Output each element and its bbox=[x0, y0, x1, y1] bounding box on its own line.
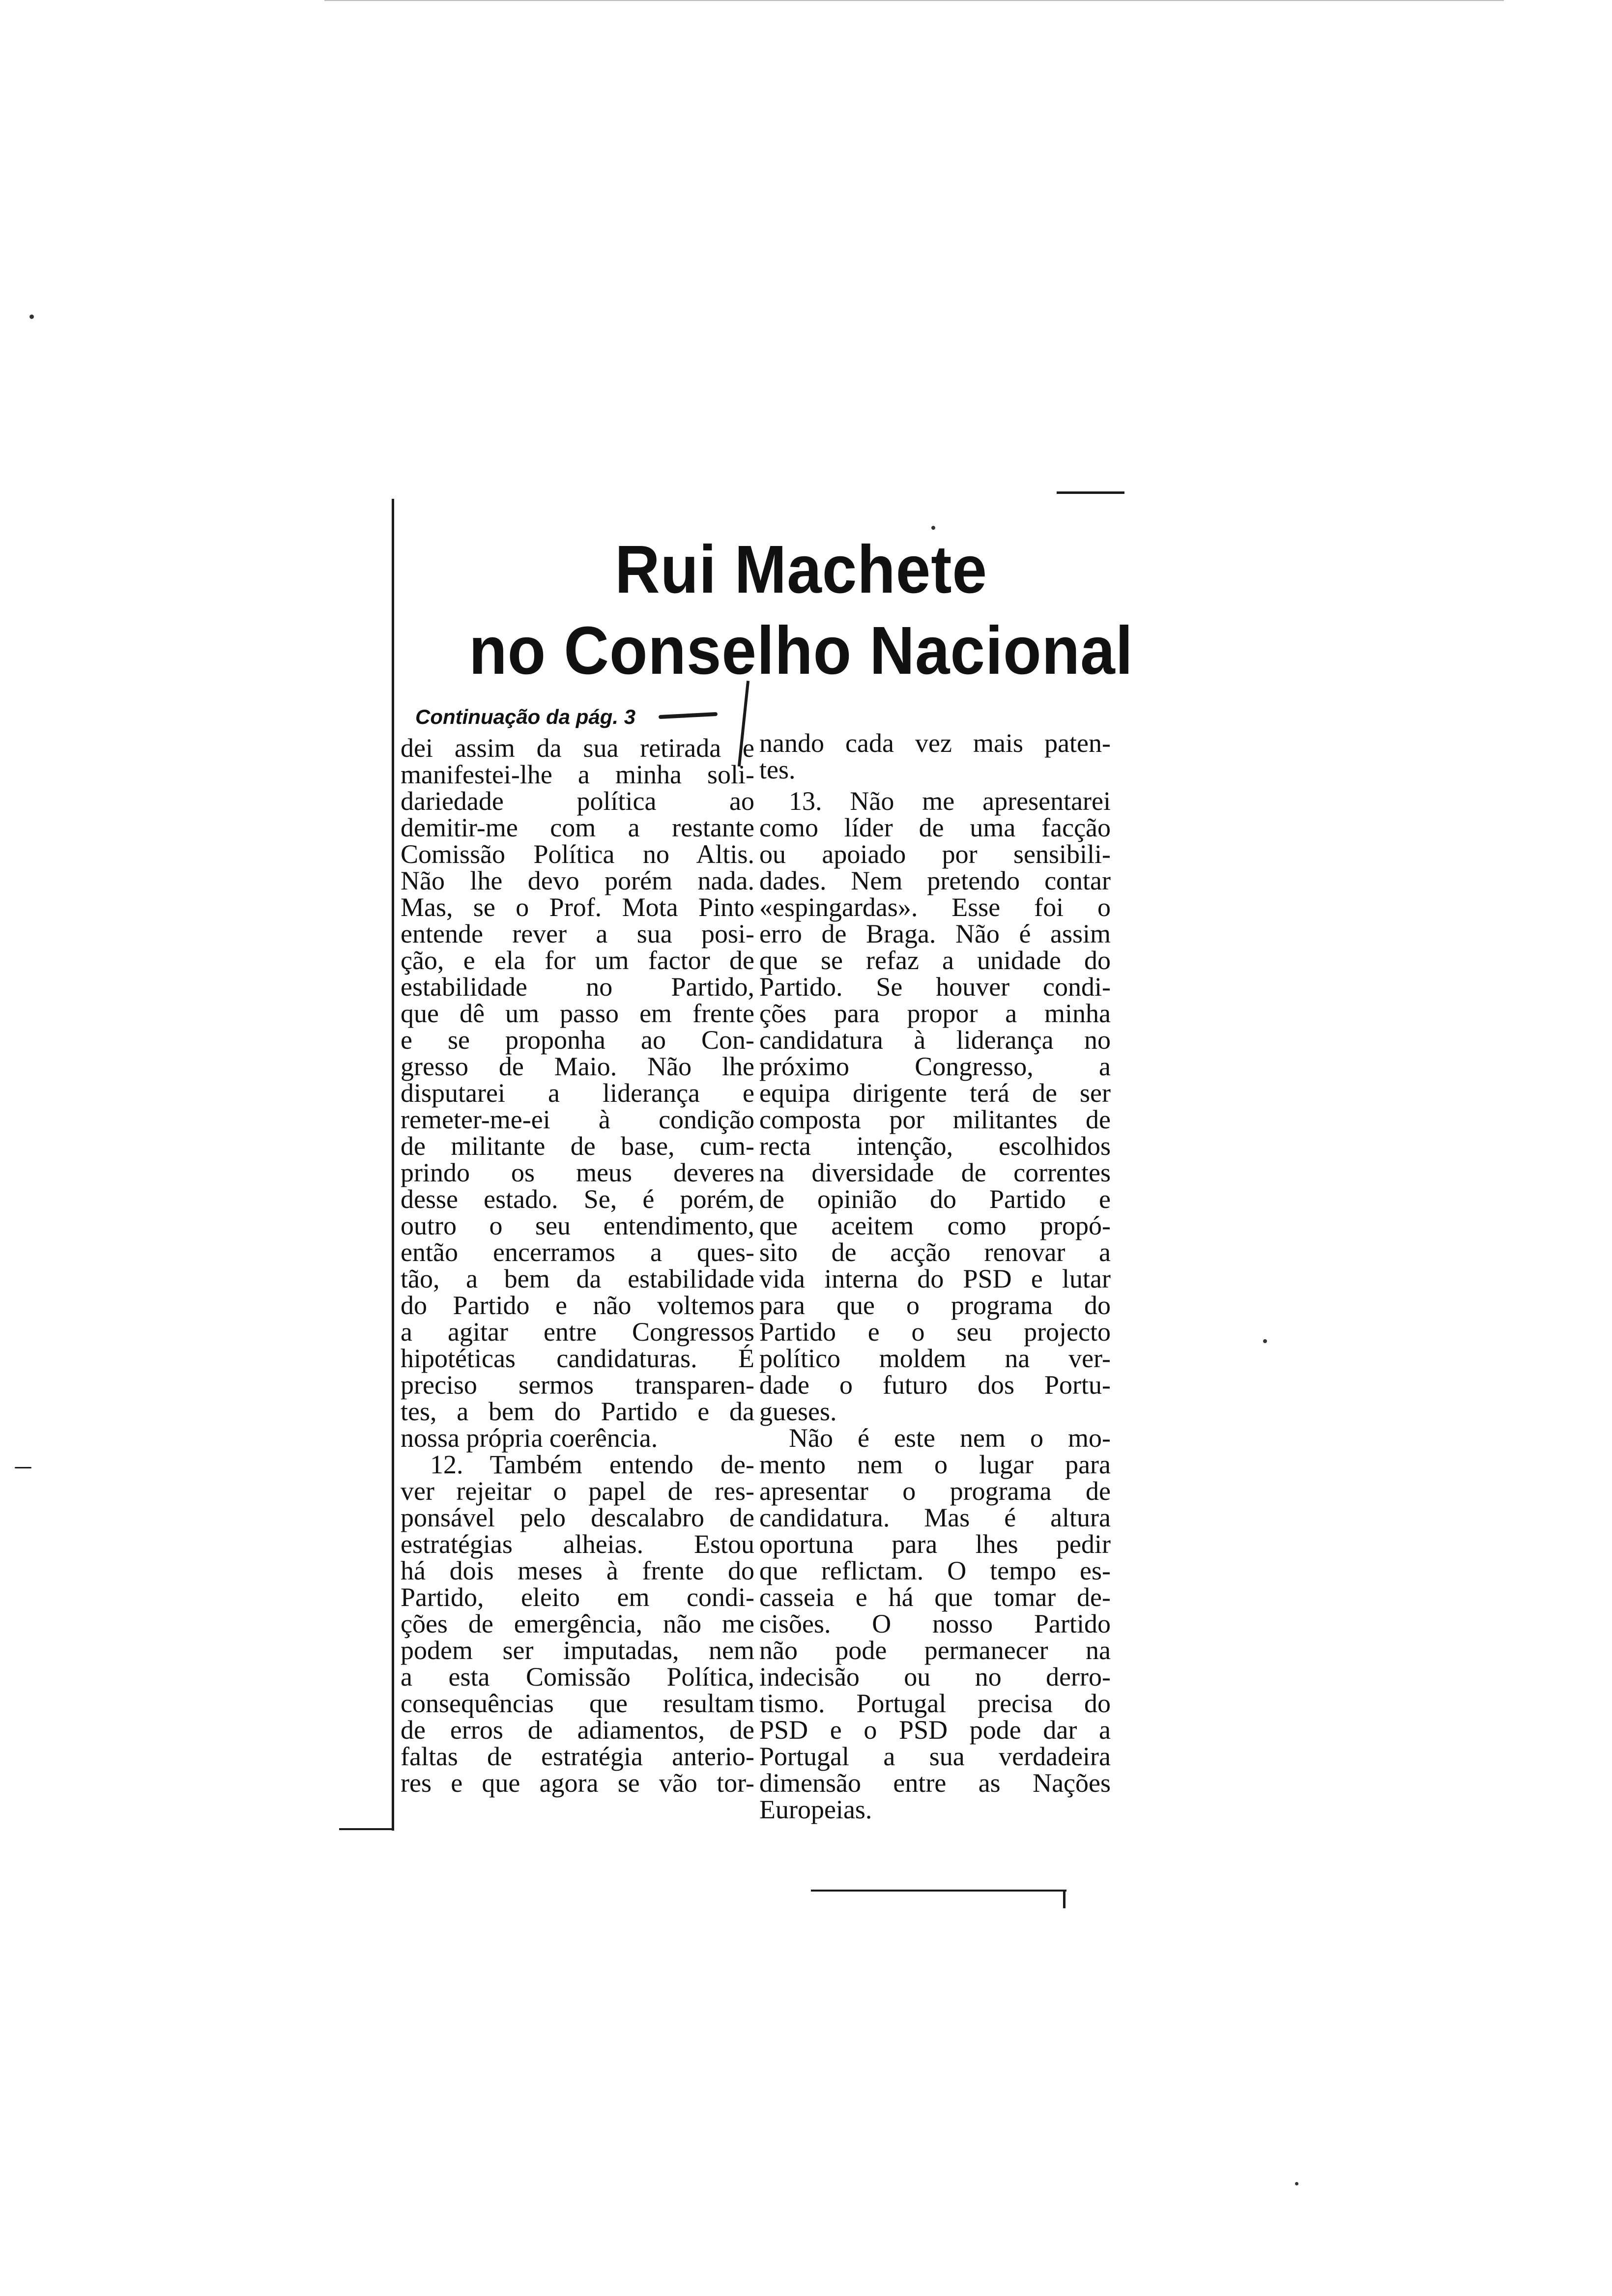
text-line: estratégias alheias. Estou bbox=[401, 1529, 754, 1559]
text-line: como líder de uma facção bbox=[759, 813, 1111, 842]
text-line: candidatura à liderança no bbox=[759, 1025, 1111, 1055]
text-line: oportuna para lhes pedir bbox=[759, 1529, 1111, 1559]
text-line: de opinião do Partido e bbox=[759, 1184, 1111, 1214]
text-line: a agitar entre Congressos bbox=[401, 1317, 754, 1347]
text-line: dade o futuro dos Portu- bbox=[759, 1370, 1111, 1400]
text-line: remeter-me-ei à condição bbox=[401, 1105, 754, 1134]
text-line: manifestei-lhe a minha soli- bbox=[401, 760, 754, 789]
text-line: que aceitem como propó- bbox=[759, 1211, 1111, 1240]
text-line: Comissão Política no Altis. bbox=[401, 839, 754, 869]
continued-from-label: Continuação da pág. 3 bbox=[415, 705, 636, 728]
text-line: cisões. O nosso Partido bbox=[759, 1609, 1111, 1638]
text-line: Europeias. bbox=[759, 1795, 872, 1824]
text-line: «espingardas». Esse foi o bbox=[759, 892, 1111, 922]
text-line: há dois meses à frente do bbox=[401, 1556, 754, 1585]
article-column-right bbox=[759, 730, 1111, 1823]
text-line: tismo. Portugal precisa do bbox=[759, 1689, 1111, 1718]
top-scan-edge-mark bbox=[324, 0, 1504, 1]
text-line: equipa dirigente terá de ser bbox=[759, 1078, 1111, 1108]
text-line: na diversidade de correntes bbox=[759, 1158, 1111, 1187]
text-line: estabilidade no Partido, bbox=[401, 972, 754, 1002]
article-column-left bbox=[401, 735, 754, 1796]
text-line: Partido, eleito em condi- bbox=[401, 1582, 754, 1612]
text-line: Portugal a sua verdadeira bbox=[759, 1742, 1111, 1771]
text-line: tes, a bem do Partido e da bbox=[401, 1397, 754, 1426]
text-line: outro o seu entendimento, bbox=[401, 1211, 754, 1240]
text-line: indecisão ou no derro- bbox=[759, 1662, 1111, 1692]
headline-line-2: no Conselho Nacional bbox=[469, 613, 1133, 689]
text-line: para que o programa do bbox=[759, 1291, 1111, 1320]
text-line: ções de emergência, não me bbox=[401, 1609, 754, 1638]
text-line: próximo Congresso, a bbox=[759, 1052, 1111, 1081]
text-line: que dê um passo em frente bbox=[401, 999, 754, 1028]
clipping-bottom-right-corner bbox=[1063, 1890, 1065, 1908]
margin-speck bbox=[1263, 1339, 1267, 1343]
continued-dash bbox=[659, 712, 718, 719]
text-line: candidatura. Mas é altura bbox=[759, 1503, 1111, 1532]
clipping-left-border-foot bbox=[339, 1828, 394, 1830]
text-line: recta intenção, escolhidos bbox=[759, 1131, 1111, 1161]
text-line: disputarei a liderança e bbox=[401, 1078, 754, 1108]
text-line: então encerramos a ques- bbox=[401, 1237, 754, 1267]
text-line: desse estado. Se, é porém, bbox=[401, 1184, 754, 1214]
text-line: demitir-me com a restante bbox=[401, 813, 754, 842]
headline-line-1: Rui Machete bbox=[615, 532, 987, 607]
text-line: dimensão entre as Nações bbox=[759, 1768, 1111, 1798]
margin-speck bbox=[931, 526, 935, 530]
clipping-left-border bbox=[392, 499, 394, 1831]
text-line: entende rever a sua posi- bbox=[401, 919, 754, 948]
text-line: casseia e há que tomar de- bbox=[759, 1582, 1111, 1612]
text-line: que se refaz a unidade do bbox=[759, 946, 1111, 975]
text-line: ver rejeitar o papel de res- bbox=[401, 1476, 754, 1506]
margin-speck bbox=[1295, 2182, 1298, 2185]
text-line: Partido e o seu projecto bbox=[759, 1317, 1111, 1347]
text-line: apresentar o programa de bbox=[759, 1476, 1111, 1506]
text-line: nando cada vez mais paten- bbox=[759, 728, 1111, 758]
text-line: consequências que resultam bbox=[401, 1689, 754, 1718]
margin-tick bbox=[15, 1467, 31, 1468]
text-line: ções para propor a minha bbox=[759, 999, 1111, 1028]
text-line: gresso de Maio. Não lhe bbox=[401, 1052, 754, 1081]
clipping-bottom-right-border bbox=[811, 1890, 1066, 1892]
text-line: dei assim da sua retirada e bbox=[401, 733, 754, 763]
text-line: preciso sermos transparen- bbox=[401, 1370, 754, 1400]
text-line: e se proponha ao Con- bbox=[401, 1025, 754, 1055]
text-line: de militante de base, cum- bbox=[401, 1131, 754, 1161]
text-line: res e que agora se vão tor- bbox=[401, 1768, 754, 1798]
text-line: gueses. bbox=[759, 1397, 837, 1426]
text-line: ção, e ela for um factor de bbox=[401, 946, 754, 975]
text-line: podem ser imputadas, nem bbox=[401, 1636, 754, 1665]
text-line: não pode permanecer na bbox=[759, 1636, 1111, 1665]
text-line: hipotéticas candidaturas. É bbox=[401, 1344, 754, 1373]
text-line: dariedade política ao bbox=[401, 786, 754, 816]
clipping-top-right-dash bbox=[1057, 491, 1124, 494]
text-line: Não lhe devo porém nada. bbox=[401, 866, 754, 895]
text-line: tes. bbox=[759, 755, 796, 784]
text-line: a esta Comissão Política, bbox=[401, 1662, 754, 1692]
text-line: do Partido e não voltemos bbox=[401, 1291, 754, 1320]
margin-speck bbox=[29, 315, 34, 319]
text-line: 12. Também entendo de- bbox=[430, 1450, 754, 1479]
text-line: Mas, se o Prof. Mota Pinto bbox=[401, 892, 754, 922]
text-line: sito de acção renovar a bbox=[759, 1237, 1111, 1267]
text-line: Partido. Se houver condi- bbox=[759, 972, 1111, 1002]
text-line: faltas de estratégia anterio- bbox=[401, 1742, 754, 1771]
text-line: que reflictam. O tempo es- bbox=[759, 1556, 1111, 1585]
text-line: mento nem o lugar para bbox=[759, 1450, 1111, 1479]
text-line: político moldem na ver- bbox=[759, 1344, 1111, 1373]
text-line: dades. Nem pretendo contar bbox=[759, 866, 1111, 895]
text-line: PSD e o PSD pode dar a bbox=[759, 1715, 1111, 1745]
text-line: composta por militantes de bbox=[759, 1105, 1111, 1134]
text-line: ponsável pelo descalabro de bbox=[401, 1503, 754, 1532]
text-line: de erros de adiamentos, de bbox=[401, 1715, 754, 1745]
text-line: tão, a bem da estabilidade bbox=[401, 1264, 754, 1293]
text-line: ou apoiado por sensibili- bbox=[759, 839, 1111, 869]
text-line: prindo os meus deveres bbox=[401, 1158, 754, 1187]
text-line: erro de Braga. Não é assim bbox=[759, 919, 1111, 948]
text-line: Não é este nem o mo- bbox=[789, 1423, 1111, 1453]
text-line: nossa própria coerência. bbox=[401, 1423, 658, 1453]
text-line: vida interna do PSD e lutar bbox=[759, 1264, 1111, 1293]
text-line: 13. Não me apresentarei bbox=[789, 786, 1111, 816]
